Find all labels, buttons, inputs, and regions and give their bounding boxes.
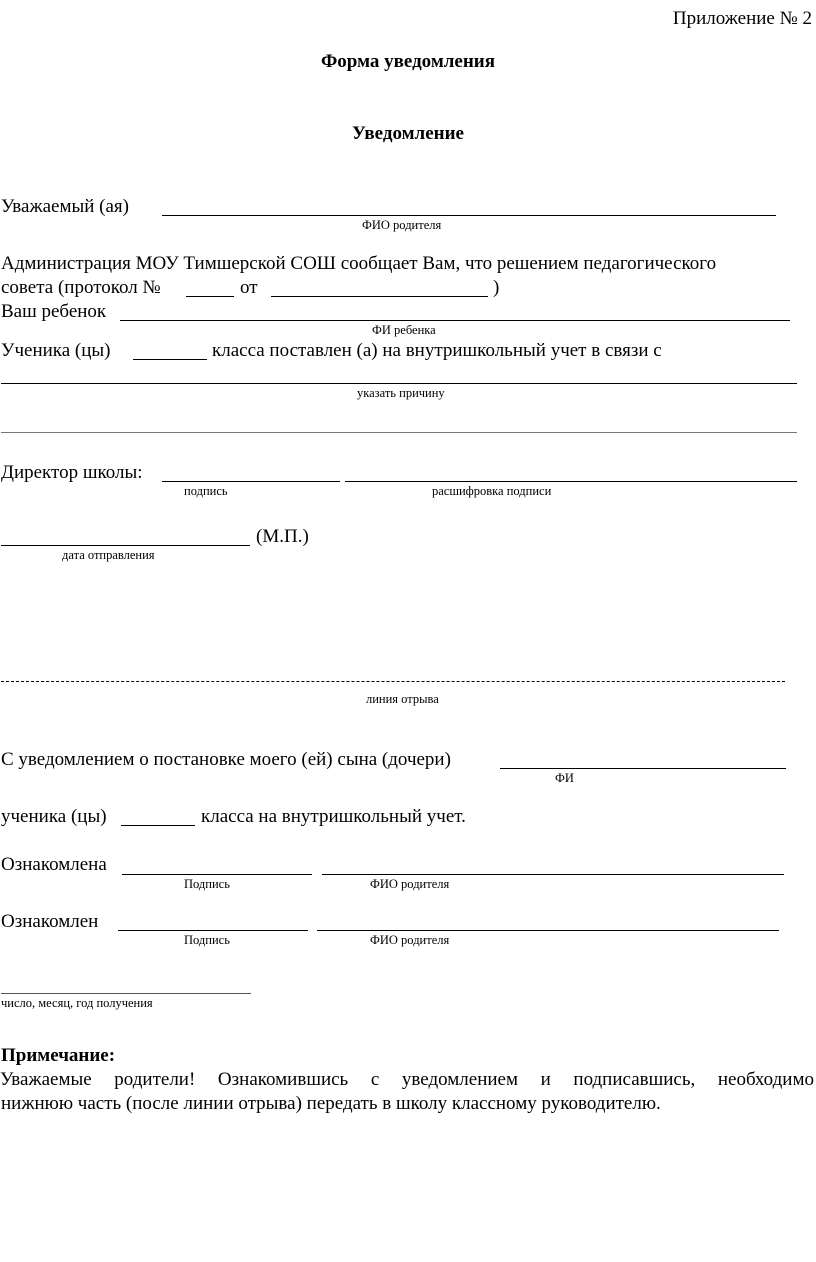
receipt-date-line[interactable] bbox=[1, 993, 251, 994]
acq-female-signature-line[interactable] bbox=[122, 874, 312, 875]
reason-line[interactable] bbox=[1, 383, 797, 384]
caption-send-date: дата отправления bbox=[62, 548, 155, 562]
your-child-label: Ваш ребенок bbox=[1, 301, 107, 322]
acq-male-label: Ознакомлен bbox=[1, 911, 99, 932]
caption-acq-female-sign: Подпись bbox=[184, 877, 230, 891]
dear-label: Уважаемый (ая) bbox=[1, 196, 129, 217]
reason-line-2[interactable] bbox=[1, 432, 797, 433]
acq-male-fio-line[interactable] bbox=[317, 930, 779, 931]
caption-child-fi: ФИ ребенка bbox=[372, 323, 436, 337]
note-line-2: нижнюю часть (после линии отрыва) передать в школу классному руководителю. bbox=[1, 1093, 661, 1114]
child-fi-line[interactable] bbox=[500, 768, 786, 769]
caption-reason: указать причину bbox=[357, 386, 445, 400]
note-line-1: Уважаемые родители! Ознакомившись с уведомлением и подписавшись, необходимо bbox=[0, 1069, 814, 1090]
stamp-label: (М.П.) bbox=[256, 526, 309, 547]
council-from: от bbox=[240, 277, 258, 298]
parent-name-line[interactable] bbox=[162, 215, 776, 216]
council-prefix: совета (протокол № bbox=[1, 277, 161, 298]
caption-fi: ФИ bbox=[555, 771, 574, 785]
tear-line bbox=[1, 681, 785, 682]
caption-tear-line: линия отрыва bbox=[366, 692, 439, 706]
caption-acq-male-fio: ФИО родителя bbox=[370, 933, 450, 947]
caption-receipt-date: число, месяц, год получения bbox=[1, 996, 153, 1010]
child-name-line[interactable] bbox=[120, 320, 790, 321]
send-date-line[interactable] bbox=[1, 545, 250, 546]
acq-male-signature-line[interactable] bbox=[118, 930, 308, 931]
student-suffix: класса на внутришкольный учет. bbox=[201, 806, 466, 827]
ack-prefix: С уведомлением о постановке моего (ей) сына (дочери) bbox=[1, 749, 451, 770]
student-class-line[interactable] bbox=[121, 825, 195, 826]
protocol-date-line[interactable] bbox=[271, 296, 488, 297]
caption-signature: подпись bbox=[184, 484, 228, 498]
council-close: ) bbox=[493, 277, 500, 298]
note-heading: Примечание: bbox=[1, 1045, 116, 1066]
caption-parent-fio: ФИО родителя bbox=[362, 218, 442, 232]
appendix-label: Приложение № 2 bbox=[672, 8, 812, 29]
admin-line: Администрация МОУ Тимшерской СОШ сообщает Вам, что решением педагогического bbox=[1, 253, 717, 274]
caption-acq-male-sign: Подпись bbox=[184, 933, 230, 947]
director-decode-line[interactable] bbox=[345, 481, 797, 482]
pupil-suffix: класса поставлен (а) на внутришкольный учет в связи с bbox=[212, 340, 662, 361]
caption-signature-decode: расшифровка подписи bbox=[432, 484, 552, 498]
notice-title: Уведомление bbox=[352, 123, 464, 144]
protocol-number-line[interactable] bbox=[186, 296, 234, 297]
director-label: Директор школы: bbox=[1, 462, 143, 483]
caption-acq-female-fio: ФИО родителя bbox=[370, 877, 450, 891]
pupil-prefix: Ученика (цы) bbox=[1, 340, 111, 361]
form-title: Форма уведомления bbox=[320, 51, 496, 72]
acq-female-label: Ознакомлена bbox=[1, 854, 107, 875]
director-signature-line[interactable] bbox=[162, 481, 340, 482]
acq-female-fio-line[interactable] bbox=[322, 874, 784, 875]
student-prefix: ученика (цы) bbox=[1, 806, 107, 827]
pupil-class-line[interactable] bbox=[133, 359, 207, 360]
